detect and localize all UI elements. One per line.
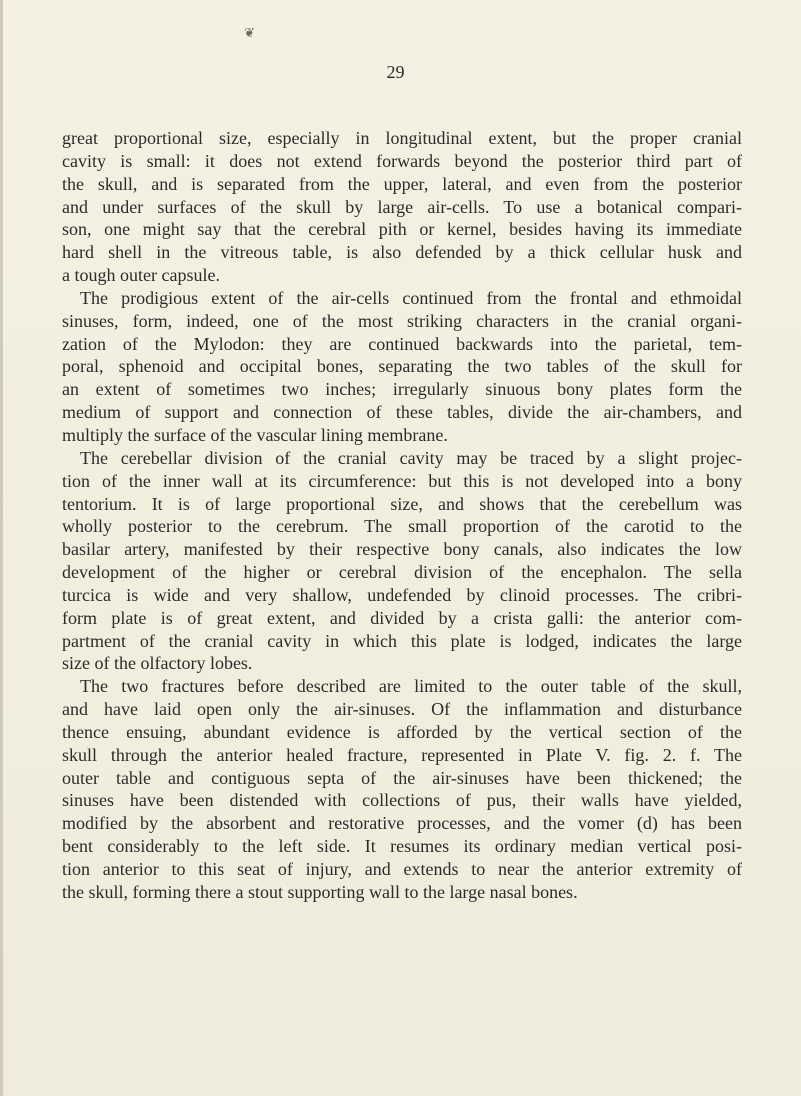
printer-mark: ❦ <box>244 26 255 41</box>
text-line: son, one might say that the cerebral pith or kernel, besides having its immediate <box>62 219 742 240</box>
text-line: zation of the Mylodon: they are continued backwards into the parietal, tem- <box>62 333 742 354</box>
text-line: hard shell in the vitreous table, is also defended by a thick cellular husk and <box>62 242 742 263</box>
text-line: thence ensuing, abundant evidence is afforded by the vertical section of the <box>62 721 742 742</box>
text-line: development of the higher or cerebral division of the encephalon. The sella <box>62 562 742 583</box>
text-line: medium of support and connection of these tables, divide the air-chambers, and <box>62 402 742 423</box>
text-line: partment of the cranial cavity in which this plate is lodged, indicates the large <box>62 630 742 651</box>
text-line: poral, sphenoid and occipital bones, separating the two tables of the skull for <box>62 356 742 377</box>
text-line: wholly posterior to the cerebrum. The small proportion of the carotid to the <box>62 516 742 537</box>
text-line: tion anterior to this seat of injury, and extends to near the anterior extremity of <box>62 859 742 879</box>
text-line: modified by the absorbent and restorative processes, and the vomer (d) has been <box>62 813 742 834</box>
text-line: tion of the inner wall at its circumference: but this is not developed into a bony <box>62 470 742 491</box>
text-line: The prodigious extent of the air-cells continued from the frontal and ethmoidal <box>80 287 742 308</box>
text-line: The cerebellar division of the cranial cavity may be traced by a slight projec- <box>80 447 742 468</box>
page-edge <box>0 0 3 1096</box>
text-line: and under surfaces of the skull by large air-cells. To use a botanical compari- <box>62 196 742 217</box>
text-line: turcica is wide and very shallow, undefended by clinoid processes. The cribri- <box>62 584 742 605</box>
text-line: The two fractures before described are limited to the outer table of the skull, <box>80 676 742 697</box>
text-line: great proportional size, especially in longitudinal extent, but the proper cranial <box>62 128 742 148</box>
text-line: a tough outer capsule. <box>62 265 220 286</box>
text-line: outer table and contiguous septa of the air-sinuses have been thickened; the <box>62 767 742 788</box>
text-line: the skull, and is separated from the upper, lateral, and even from the posterior <box>62 173 742 194</box>
text-line: an extent of sometimes two inches; irregularly sinuous bony plates form the <box>62 379 742 400</box>
text-line: basilar artery, manifested by their respective bony canals, also indicates the low <box>62 539 742 560</box>
page-number: 29 <box>386 62 405 82</box>
text-line: multiply the surface of the vascular lining membrane. <box>62 424 448 445</box>
text-line: sinuses have been distended with collections of pus, their walls have yielded, <box>62 790 742 811</box>
text-line: form plate is of great extent, and divided by a crista galli: the anterior com- <box>62 607 742 628</box>
text-line: and have laid open only the air-sinuses. Of the inflammation and disturbance <box>62 699 742 720</box>
text-line: tentorium. It is of large proportional size, and shows that the cerebellum was <box>62 493 742 514</box>
text-line: the skull, forming there a stout supporting wall to the large nasal bones. <box>62 881 578 902</box>
text-line: skull through the anterior healed fracture, represented in Plate V. fig. 2. f. The <box>62 744 742 765</box>
body-text <box>62 127 742 904</box>
text-line: sinuses, form, indeed, one of the most striking characters in the cranial organi- <box>62 310 742 331</box>
text-line: size of the olfactory lobes. <box>62 653 253 674</box>
text-line: bent considerably to the left side. It resumes its ordinary median vertical posi- <box>62 836 742 857</box>
text-line: cavity is small: it does not extend forwards beyond the posterior third part of <box>62 150 742 171</box>
